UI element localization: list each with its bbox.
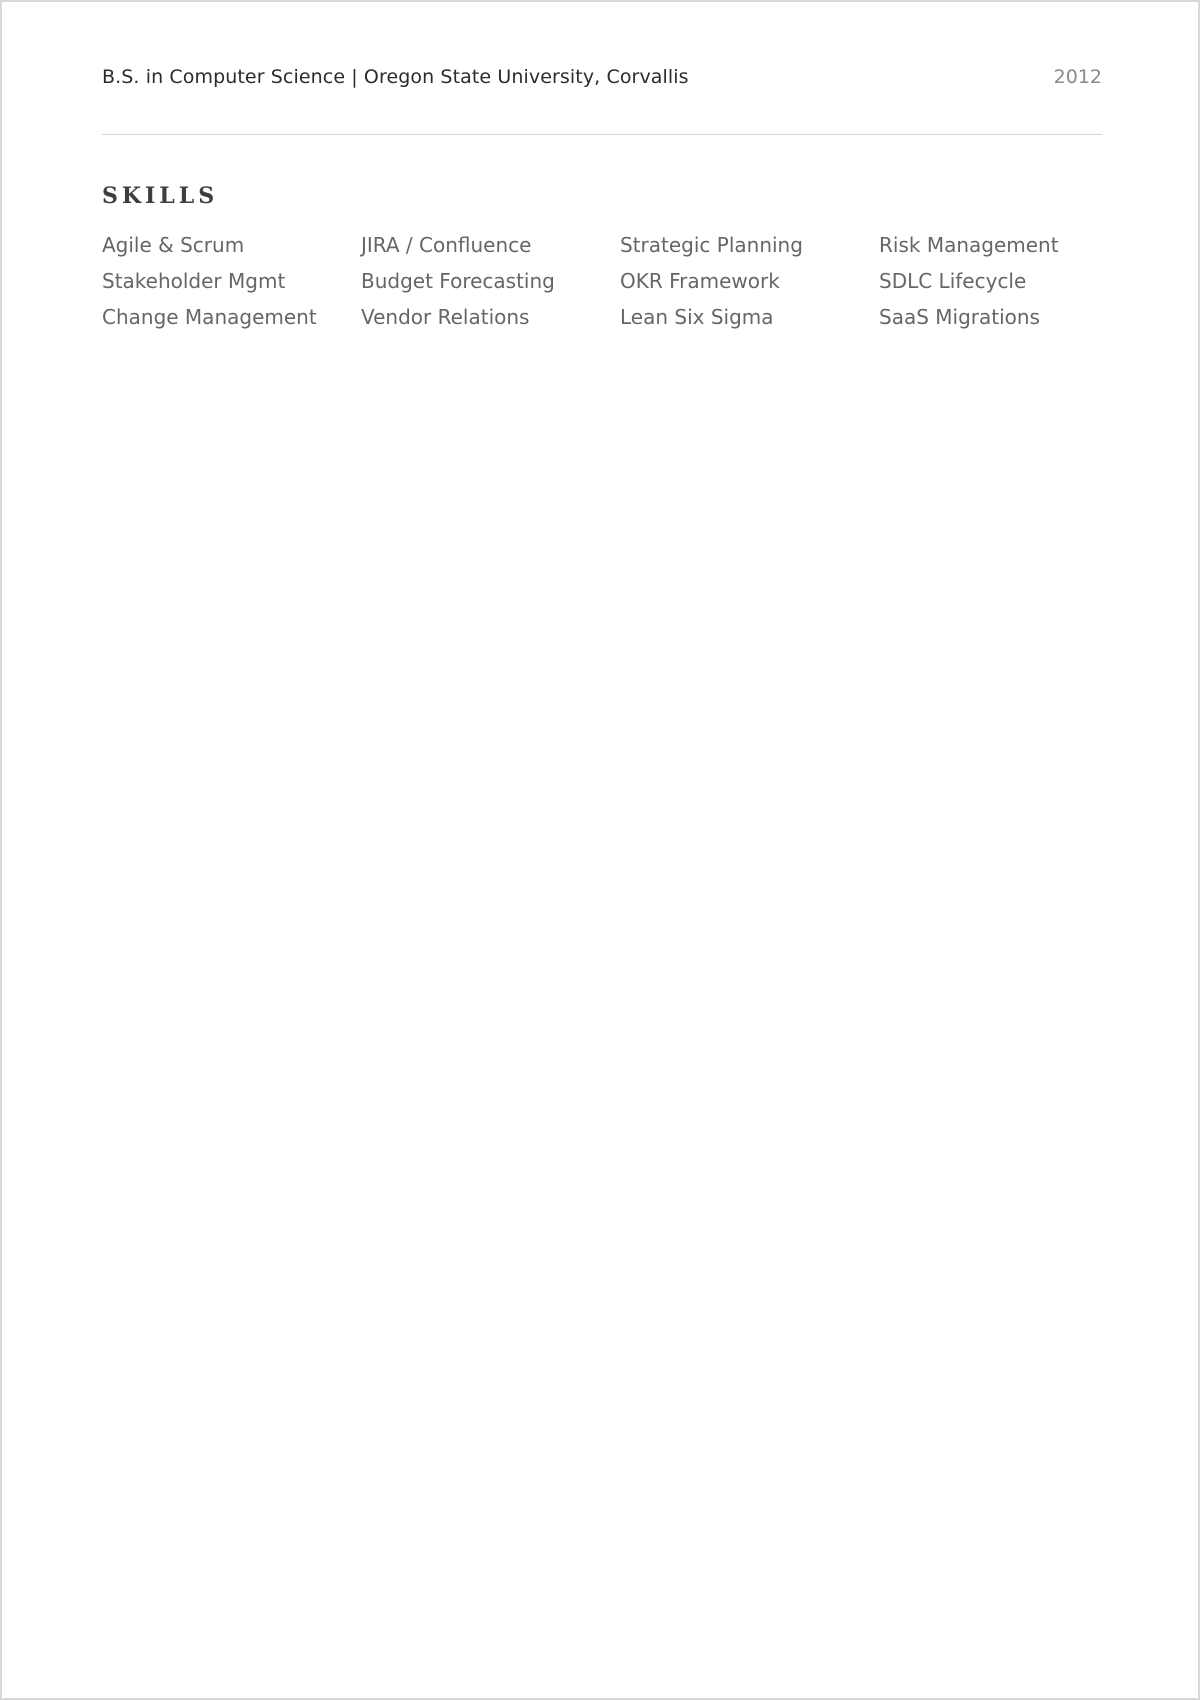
education-degree: B.S. in Computer Science | Oregon State University, Corvallis	[102, 66, 689, 88]
page-content	[102, 62, 1102, 335]
skill-item: Lean Six Sigma	[620, 305, 774, 329]
skill-item: Agile & Scrum	[102, 233, 245, 257]
section-divider	[102, 134, 1102, 135]
skill-item: SaaS Migrations	[879, 305, 1040, 329]
education-entry	[102, 62, 1102, 92]
skill-item: Strategic Planning	[620, 233, 803, 257]
skill-item: Vendor Relations	[361, 305, 530, 329]
skill-item: Budget Forecasting	[361, 269, 555, 293]
skill-item: JIRA / Confluence	[361, 233, 532, 257]
skill-item: OKR Framework	[620, 269, 780, 293]
skills-grid	[102, 227, 1102, 335]
skill-item: Risk Management	[879, 233, 1059, 257]
skill-item: Change Management	[102, 305, 317, 329]
skill-item: Stakeholder Mgmt	[102, 269, 286, 293]
education-year: 2012	[1053, 66, 1102, 88]
skill-item: SDLC Lifecycle	[879, 269, 1027, 293]
skills-heading: SKILLS	[102, 183, 219, 209]
